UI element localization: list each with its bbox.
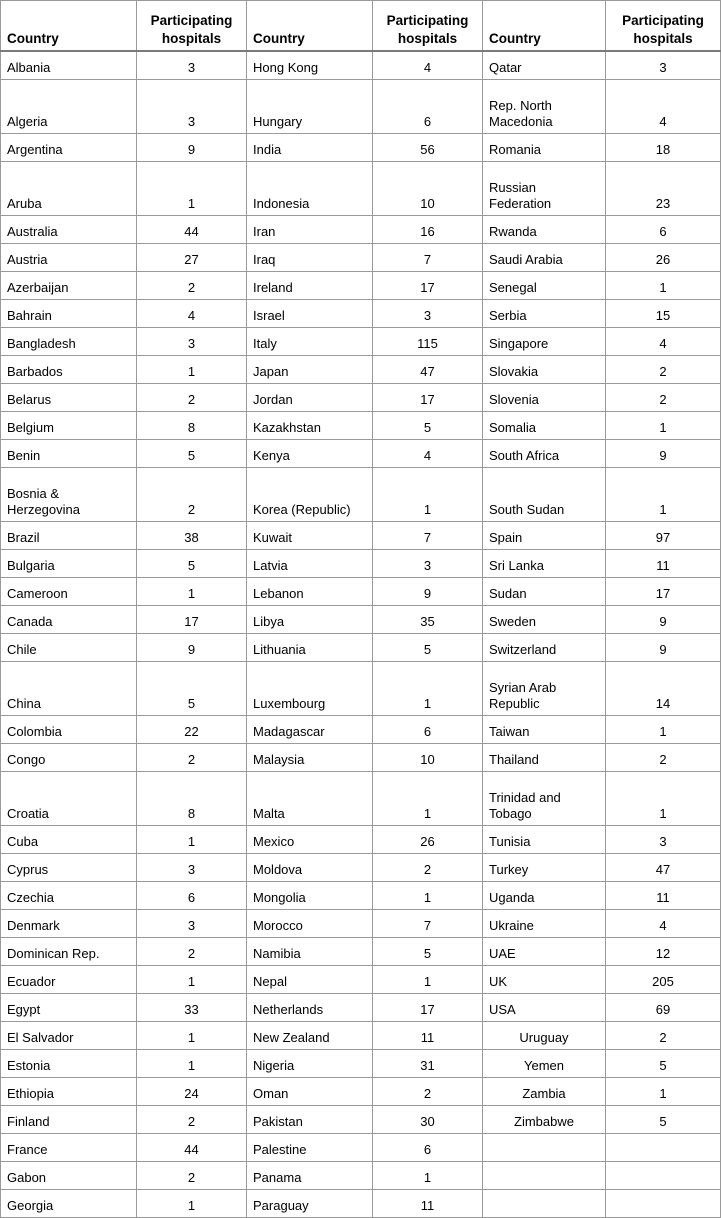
cell-country-2: Mexico — [247, 826, 373, 854]
cell-country-1: Bangladesh — [1, 328, 137, 356]
cell-hospitals-3: 9 — [606, 634, 721, 662]
cell-hospitals-3: 47 — [606, 854, 721, 882]
cell-country-3: Russian Federation — [483, 162, 606, 216]
cell-country-1: Argentina — [1, 134, 137, 162]
cell-country-3: Serbia — [483, 300, 606, 328]
cell-country-3: Sri Lanka — [483, 550, 606, 578]
cell-hospitals-2: 6 — [373, 1134, 483, 1162]
cell-hospitals-1: 22 — [137, 716, 247, 744]
cell-country-3: South Sudan — [483, 468, 606, 522]
table-row — [1, 854, 721, 882]
cell-country-2: Netherlands — [247, 994, 373, 1022]
cell-hospitals-3: 12 — [606, 938, 721, 966]
cell-country-2: Mongolia — [247, 882, 373, 910]
cell-country-3: Saudi Arabia — [483, 244, 606, 272]
cell-country-3: Zambia — [483, 1078, 606, 1106]
cell-country-3: Senegal — [483, 272, 606, 300]
cell-country-1: Belgium — [1, 412, 137, 440]
cell-hospitals-3 — [606, 1134, 721, 1162]
cell-hospitals-1: 1 — [137, 826, 247, 854]
cell-country-1: Congo — [1, 744, 137, 772]
cell-country-1: Dominican Rep. — [1, 938, 137, 966]
cell-hospitals-2: 4 — [373, 51, 483, 80]
cell-country-1: Albania — [1, 51, 137, 80]
table-row — [1, 51, 721, 80]
cell-hospitals-3: 4 — [606, 80, 721, 134]
cell-hospitals-3: 9 — [606, 440, 721, 468]
cell-country-1: Colombia — [1, 716, 137, 744]
cell-country-3: Trinidad and Tobago — [483, 772, 606, 826]
cell-hospitals-1: 2 — [137, 1106, 247, 1134]
cell-country-3: Spain — [483, 522, 606, 550]
cell-hospitals-3: 97 — [606, 522, 721, 550]
table-row — [1, 772, 721, 826]
cell-country-3: Slovenia — [483, 384, 606, 412]
cell-hospitals-2: 10 — [373, 162, 483, 216]
cell-country-2: Israel — [247, 300, 373, 328]
cell-country-2: Kazakhstan — [247, 412, 373, 440]
cell-country-2: Oman — [247, 1078, 373, 1106]
cell-hospitals-2: 1 — [373, 882, 483, 910]
table-row — [1, 744, 721, 772]
cell-country-2: Nepal — [247, 966, 373, 994]
table-row — [1, 634, 721, 662]
cell-hospitals-1: 17 — [137, 606, 247, 634]
cell-hospitals-3: 18 — [606, 134, 721, 162]
cell-hospitals-2: 17 — [373, 272, 483, 300]
table-row — [1, 826, 721, 854]
cell-hospitals-1: 2 — [137, 744, 247, 772]
cell-hospitals-1: 3 — [137, 854, 247, 882]
cell-hospitals-3: 5 — [606, 1106, 721, 1134]
cell-hospitals-2: 26 — [373, 826, 483, 854]
cell-country-2: Iran — [247, 216, 373, 244]
cell-hospitals-1: 1 — [137, 1190, 247, 1218]
table-row — [1, 1190, 721, 1218]
cell-hospitals-2: 5 — [373, 634, 483, 662]
cell-country-1: Brazil — [1, 522, 137, 550]
cell-country-3: Sweden — [483, 606, 606, 634]
cell-country-1: Czechia — [1, 882, 137, 910]
table-row — [1, 1022, 721, 1050]
table-row — [1, 1106, 721, 1134]
cell-hospitals-3 — [606, 1190, 721, 1218]
cell-hospitals-2: 7 — [373, 910, 483, 938]
cell-country-1: Algeria — [1, 80, 137, 134]
table-row — [1, 522, 721, 550]
table-row — [1, 412, 721, 440]
cell-hospitals-1: 8 — [137, 772, 247, 826]
cell-hospitals-2: 6 — [373, 716, 483, 744]
cell-country-2: Pakistan — [247, 1106, 373, 1134]
cell-country-3: Uruguay — [483, 1022, 606, 1050]
cell-country-2: Luxembourg — [247, 662, 373, 716]
cell-country-1: Estonia — [1, 1050, 137, 1078]
table-row — [1, 882, 721, 910]
cell-country-1: Cuba — [1, 826, 137, 854]
cell-hospitals-2: 17 — [373, 994, 483, 1022]
table-row — [1, 578, 721, 606]
cell-hospitals-1: 1 — [137, 356, 247, 384]
cell-country-3: Somalia — [483, 412, 606, 440]
cell-hospitals-3: 3 — [606, 51, 721, 80]
cell-country-1: Cyprus — [1, 854, 137, 882]
cell-country-3: Thailand — [483, 744, 606, 772]
cell-country-3: Qatar — [483, 51, 606, 80]
cell-hospitals-3: 2 — [606, 384, 721, 412]
table-row — [1, 384, 721, 412]
table-row — [1, 216, 721, 244]
cell-country-2: Lebanon — [247, 578, 373, 606]
cell-country-1: Chile — [1, 634, 137, 662]
cell-hospitals-1: 2 — [137, 384, 247, 412]
cell-hospitals-2: 2 — [373, 1078, 483, 1106]
cell-hospitals-2: 30 — [373, 1106, 483, 1134]
cell-hospitals-3: 1 — [606, 772, 721, 826]
cell-country-1: Finland — [1, 1106, 137, 1134]
cell-hospitals-3: 69 — [606, 994, 721, 1022]
cell-hospitals-2: 10 — [373, 744, 483, 772]
table-row — [1, 966, 721, 994]
cell-hospitals-3: 1 — [606, 716, 721, 744]
cell-hospitals-3 — [606, 1162, 721, 1190]
cell-country-3: Rwanda — [483, 216, 606, 244]
header-hospitals-2: Participating hospitals — [373, 1, 483, 52]
cell-hospitals-1: 5 — [137, 550, 247, 578]
cell-country-2: Ireland — [247, 272, 373, 300]
cell-hospitals-2: 2 — [373, 854, 483, 882]
cell-hospitals-1: 2 — [137, 272, 247, 300]
cell-hospitals-2: 6 — [373, 80, 483, 134]
cell-hospitals-3: 15 — [606, 300, 721, 328]
cell-country-1: Gabon — [1, 1162, 137, 1190]
cell-country-2: Paraguay — [247, 1190, 373, 1218]
cell-hospitals-1: 4 — [137, 300, 247, 328]
cell-country-2: Palestine — [247, 1134, 373, 1162]
table-row — [1, 662, 721, 716]
cell-hospitals-2: 7 — [373, 244, 483, 272]
cell-country-3: Romania — [483, 134, 606, 162]
table-row — [1, 300, 721, 328]
header-row — [1, 1, 721, 52]
header-country-1: Country — [1, 1, 137, 52]
header-hospitals-1: Participating hospitals — [137, 1, 247, 52]
cell-hospitals-3: 1 — [606, 412, 721, 440]
table-row — [1, 272, 721, 300]
cell-hospitals-2: 16 — [373, 216, 483, 244]
cell-hospitals-2: 56 — [373, 134, 483, 162]
table-row — [1, 716, 721, 744]
cell-country-2: Italy — [247, 328, 373, 356]
cell-hospitals-1: 27 — [137, 244, 247, 272]
cell-country-1: Croatia — [1, 772, 137, 826]
cell-country-1: Austria — [1, 244, 137, 272]
cell-hospitals-3: 11 — [606, 550, 721, 578]
cell-hospitals-1: 5 — [137, 440, 247, 468]
cell-country-2: New Zealand — [247, 1022, 373, 1050]
cell-hospitals-3: 1 — [606, 1078, 721, 1106]
cell-hospitals-1: 1 — [137, 966, 247, 994]
table-row — [1, 1134, 721, 1162]
cell-country-1: Ethiopia — [1, 1078, 137, 1106]
table-row — [1, 440, 721, 468]
table-row — [1, 1050, 721, 1078]
cell-country-2: Korea (Republic) — [247, 468, 373, 522]
cell-hospitals-3: 3 — [606, 826, 721, 854]
cell-country-1: Benin — [1, 440, 137, 468]
cell-hospitals-1: 44 — [137, 1134, 247, 1162]
table-row — [1, 938, 721, 966]
cell-country-1: France — [1, 1134, 137, 1162]
cell-country-2: Malta — [247, 772, 373, 826]
cell-country-3: Tunisia — [483, 826, 606, 854]
cell-country-3: UAE — [483, 938, 606, 966]
cell-hospitals-1: 6 — [137, 882, 247, 910]
cell-hospitals-3: 5 — [606, 1050, 721, 1078]
cell-hospitals-3: 26 — [606, 244, 721, 272]
cell-country-3 — [483, 1162, 606, 1190]
cell-hospitals-2: 1 — [373, 1162, 483, 1190]
cell-hospitals-2: 1 — [373, 772, 483, 826]
cell-country-3: Slovakia — [483, 356, 606, 384]
cell-country-2: Latvia — [247, 550, 373, 578]
cell-country-3: South Africa — [483, 440, 606, 468]
cell-hospitals-3: 205 — [606, 966, 721, 994]
cell-country-1: Bahrain — [1, 300, 137, 328]
cell-hospitals-1: 2 — [137, 468, 247, 522]
cell-country-3: Syrian Arab Republic — [483, 662, 606, 716]
cell-country-2: Namibia — [247, 938, 373, 966]
cell-country-2: Moldova — [247, 854, 373, 882]
cell-country-2: Lithuania — [247, 634, 373, 662]
cell-country-1: Azerbaijan — [1, 272, 137, 300]
cell-hospitals-1: 3 — [137, 910, 247, 938]
table-row — [1, 994, 721, 1022]
cell-country-1: Ecuador — [1, 966, 137, 994]
cell-hospitals-1: 3 — [137, 80, 247, 134]
cell-country-1: Egypt — [1, 994, 137, 1022]
cell-country-1: El Salvador — [1, 1022, 137, 1050]
cell-country-2: Malaysia — [247, 744, 373, 772]
cell-country-1: Georgia — [1, 1190, 137, 1218]
cell-country-2: Iraq — [247, 244, 373, 272]
cell-hospitals-1: 1 — [137, 162, 247, 216]
cell-hospitals-2: 9 — [373, 578, 483, 606]
cell-country-3: Turkey — [483, 854, 606, 882]
cell-hospitals-2: 17 — [373, 384, 483, 412]
cell-hospitals-3: 1 — [606, 272, 721, 300]
header-hospitals-3: Participating hospitals — [606, 1, 721, 52]
cell-hospitals-2: 1 — [373, 966, 483, 994]
cell-country-2: Japan — [247, 356, 373, 384]
cell-country-3: Uganda — [483, 882, 606, 910]
cell-country-1: Australia — [1, 216, 137, 244]
cell-hospitals-1: 9 — [137, 134, 247, 162]
cell-hospitals-3: 14 — [606, 662, 721, 716]
cell-hospitals-1: 3 — [137, 51, 247, 80]
cell-hospitals-2: 35 — [373, 606, 483, 634]
cell-country-3: Sudan — [483, 578, 606, 606]
table-row — [1, 356, 721, 384]
cell-hospitals-1: 9 — [137, 634, 247, 662]
cell-country-2: Kuwait — [247, 522, 373, 550]
cell-country-3 — [483, 1190, 606, 1218]
cell-country-2: Indonesia — [247, 162, 373, 216]
cell-country-1: China — [1, 662, 137, 716]
cell-country-2: India — [247, 134, 373, 162]
cell-hospitals-2: 1 — [373, 468, 483, 522]
cell-country-3: Zimbabwe — [483, 1106, 606, 1134]
cell-country-1: Denmark — [1, 910, 137, 938]
cell-hospitals-3: 4 — [606, 328, 721, 356]
table-row — [1, 80, 721, 134]
cell-hospitals-1: 1 — [137, 578, 247, 606]
cell-hospitals-3: 23 — [606, 162, 721, 216]
cell-hospitals-1: 2 — [137, 938, 247, 966]
cell-hospitals-2: 115 — [373, 328, 483, 356]
cell-country-2: Jordan — [247, 384, 373, 412]
cell-hospitals-3: 6 — [606, 216, 721, 244]
cell-hospitals-1: 3 — [137, 328, 247, 356]
cell-hospitals-3: 4 — [606, 910, 721, 938]
table-row — [1, 1078, 721, 1106]
cell-hospitals-2: 5 — [373, 938, 483, 966]
table-row — [1, 1162, 721, 1190]
cell-hospitals-3: 2 — [606, 744, 721, 772]
table-row — [1, 244, 721, 272]
cell-hospitals-1: 8 — [137, 412, 247, 440]
table-row — [1, 910, 721, 938]
cell-hospitals-2: 7 — [373, 522, 483, 550]
cell-hospitals-3: 2 — [606, 1022, 721, 1050]
table-header — [1, 1, 721, 52]
cell-hospitals-1: 33 — [137, 994, 247, 1022]
header-country-2: Country — [247, 1, 373, 52]
cell-hospitals-1: 44 — [137, 216, 247, 244]
cell-hospitals-2: 5 — [373, 412, 483, 440]
cell-hospitals-1: 1 — [137, 1022, 247, 1050]
cell-country-3: Taiwan — [483, 716, 606, 744]
table-row — [1, 162, 721, 216]
cell-country-3: Ukraine — [483, 910, 606, 938]
cell-hospitals-3: 2 — [606, 356, 721, 384]
cell-hospitals-1: 24 — [137, 1078, 247, 1106]
cell-hospitals-2: 11 — [373, 1022, 483, 1050]
cell-country-2: Morocco — [247, 910, 373, 938]
cell-country-3: Singapore — [483, 328, 606, 356]
table-body — [1, 51, 721, 1218]
cell-hospitals-2: 11 — [373, 1190, 483, 1218]
cell-country-3: Yemen — [483, 1050, 606, 1078]
cell-country-2: Panama — [247, 1162, 373, 1190]
cell-country-1: Belarus — [1, 384, 137, 412]
cell-hospitals-3: 17 — [606, 578, 721, 606]
cell-country-1: Aruba — [1, 162, 137, 216]
cell-country-3: Switzerland — [483, 634, 606, 662]
table-row — [1, 606, 721, 634]
cell-hospitals-3: 11 — [606, 882, 721, 910]
cell-hospitals-1: 1 — [137, 1050, 247, 1078]
table-row — [1, 328, 721, 356]
table-row — [1, 468, 721, 522]
header-country-3: Country — [483, 1, 606, 52]
cell-hospitals-1: 38 — [137, 522, 247, 550]
cell-hospitals-2: 47 — [373, 356, 483, 384]
cell-hospitals-2: 3 — [373, 550, 483, 578]
cell-country-1: Barbados — [1, 356, 137, 384]
cell-hospitals-1: 2 — [137, 1162, 247, 1190]
cell-hospitals-1: 5 — [137, 662, 247, 716]
cell-hospitals-2: 31 — [373, 1050, 483, 1078]
cell-hospitals-3: 9 — [606, 606, 721, 634]
table-row — [1, 550, 721, 578]
cell-country-1: Bosnia & Herzegovina — [1, 468, 137, 522]
cell-hospitals-2: 3 — [373, 300, 483, 328]
cell-hospitals-2: 4 — [373, 440, 483, 468]
cell-country-1: Canada — [1, 606, 137, 634]
cell-country-3 — [483, 1134, 606, 1162]
cell-country-2: Madagascar — [247, 716, 373, 744]
cell-country-2: Hong Kong — [247, 51, 373, 80]
cell-country-1: Bulgaria — [1, 550, 137, 578]
cell-hospitals-3: 1 — [606, 468, 721, 522]
cell-country-3: UK — [483, 966, 606, 994]
cell-country-2: Libya — [247, 606, 373, 634]
cell-country-2: Hungary — [247, 80, 373, 134]
cell-country-1: Cameroon — [1, 578, 137, 606]
cell-country-2: Nigeria — [247, 1050, 373, 1078]
cell-country-3: USA — [483, 994, 606, 1022]
cell-hospitals-2: 1 — [373, 662, 483, 716]
table-row — [1, 134, 721, 162]
cell-country-2: Kenya — [247, 440, 373, 468]
cell-country-3: Rep. North Macedonia — [483, 80, 606, 134]
